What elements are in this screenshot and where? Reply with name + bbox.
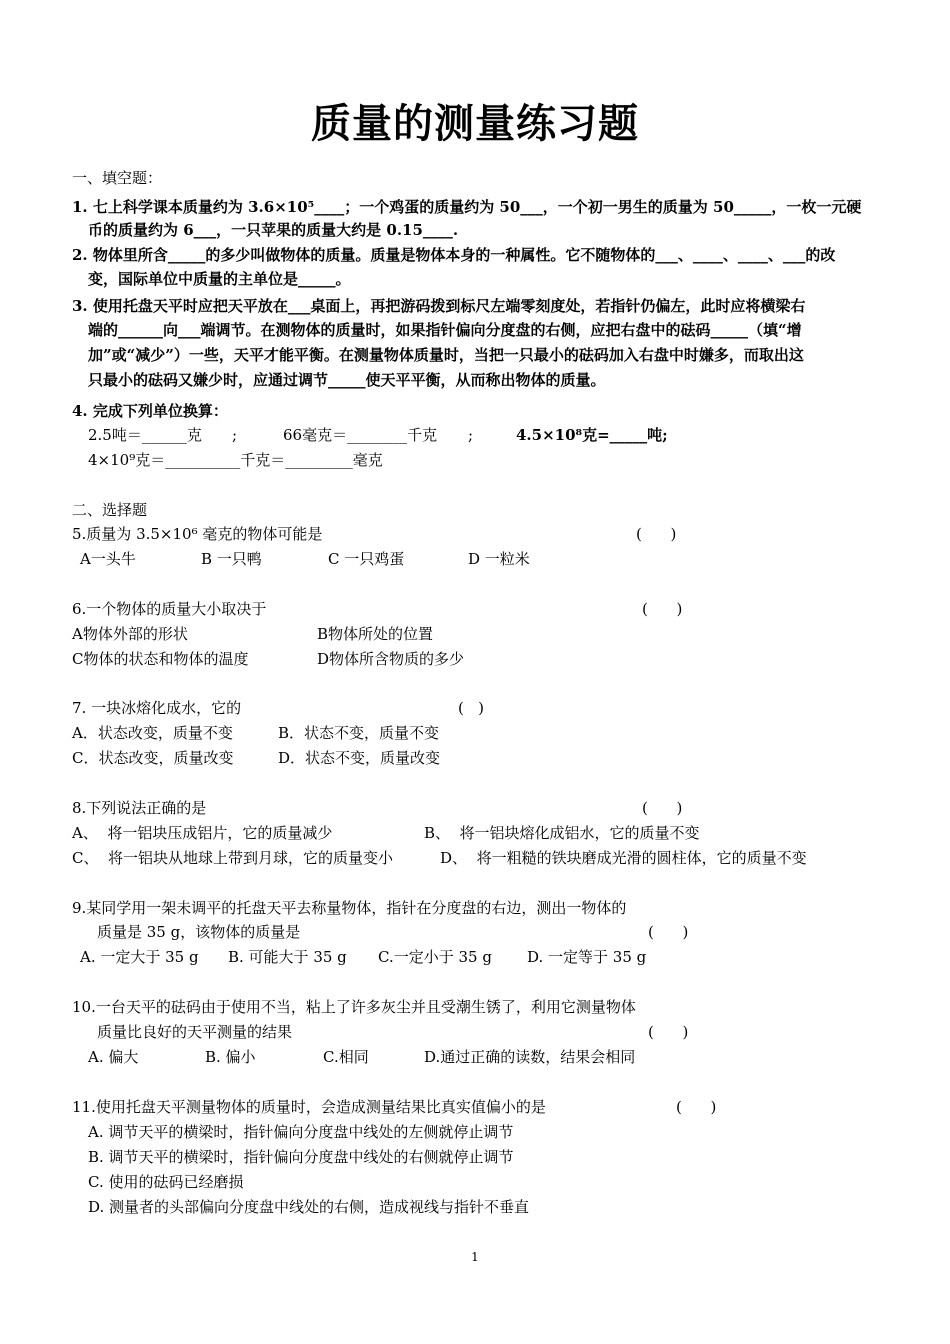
q6-stem: 6.一个物体的质量大小取决于 [72,600,267,618]
q8-stem: 8.下列说法正确的是 [72,799,207,817]
q5-option-b: B 一只鸭 [201,550,262,568]
q11-option-c: C. 使用的砝码已经磨损 [88,1173,244,1191]
q10-option-d: D.通过正确的读数，结果会相同 [424,1048,636,1066]
q7-option-b: B．状态不变，质量不变 [278,724,440,742]
q9-option-a: A. 一定大于 35 g [80,948,199,966]
q6-option-a: A物体外部的形状 [72,625,188,643]
q10-answer-paren: ( ) [648,1023,689,1041]
q8-answer-paren: ( ) [642,799,683,817]
page-title: 质量的测量练习题 [311,101,639,147]
q8-option-c: C、 将一铝块从地球上带到月球，它的质量变小 [72,849,394,867]
q10-option-a: A. 偏大 [88,1048,139,1066]
q7-stem: 7. 一块冰熔化成水，它的 [72,699,242,717]
q5-stem: 5.质量为 3.5×10⁶ 毫克的物体可能是 [72,525,323,543]
q8-option-b: B、 将一铝块熔化成铝水，它的质量不变 [424,824,700,842]
q3-line1: 3. 使用托盘天平时应把天平放在___桌面上，再把游码拨到标尺左端零刻度处，若指针仍偏左，此时应将横梁右 [72,297,806,315]
q9-answer-paren: ( ) [648,923,689,941]
q7-option-a: A．状态改变，质量不变 [72,724,233,742]
q4-conversion-a: 2.5吨＝______克 [88,426,202,444]
q1-line2: 币的质量约为 6___，一只苹果的质量大约是 0.15____. [88,221,459,239]
q5-option-d: D 一粒米 [468,550,530,568]
q10-option-b: B. 偏小 [205,1048,256,1066]
q9-option-d: D. 一定等于 35 g [527,948,647,966]
q2-line1: 2. 物体里所含_____的多少叫做物体的质量。质量是物体本身的一种属性。它不随物体的___、____、____、___的改 [72,246,836,264]
page-number: 1 [471,1250,479,1264]
q11-option-d: D. 测量者的头部偏向分度盘中线处的右侧，造成视线与指针不垂直 [88,1198,530,1216]
q4-line3: 4×10⁹克＝__________千克＝_________毫克 [88,451,383,469]
q9-option-b: B. 可能大于 35 g [228,948,347,966]
q6-option-d: D物体所含物质的多少 [317,650,465,668]
q11-option-b: B. 调节天平的横梁时，指针偏向分度盘中线处的右侧就停止调节 [88,1148,514,1166]
q3-line2: 端的______向___端调节。在测物体的质量时，如果指针偏向分度盘的右侧，应把右盘中的砝码_____（填“增 [88,321,802,339]
q7-option-d: D．状态不变，质量改变 [278,749,441,767]
q5-answer-paren: ( ) [636,525,677,543]
section-heading-choice: 二、选择题 [72,501,148,519]
q6-answer-paren: ( ) [642,600,683,618]
q9-stem-line1: 9.某同学用一架未调平的托盘天平去称量物体，指针在分度盘的右边，测出一物体的 [72,899,627,917]
q5-option-a: A一头牛 [80,550,136,568]
q4-conversion-b: 66毫克＝________千克 [283,426,438,444]
q3-line4: 只最小的砝码又嫌少时，应通过调节_____使天平平衡，从而称出物体的质量。 [88,371,606,389]
q10-option-c: C.相同 [323,1048,369,1066]
q9-option-c: C.一定小于 35 g [378,948,492,966]
q11-answer-paren: ( ) [676,1098,717,1116]
q7-answer-paren: ( ) [458,699,485,717]
q7-option-c: C．状态改变，质量改变 [72,749,234,767]
q4-separator-a: ; [232,426,238,444]
q8-option-d: D、 将一粗糙的铁块磨成光滑的圆柱体，它的质量不变 [440,849,807,867]
q4-conversion-c: 4.5×10⁸克=_____吨; [516,426,668,444]
q6-option-c: C物体的状态和物体的温度 [72,650,249,668]
q5-option-c: C 一只鸡蛋 [328,550,405,568]
q6-option-b: B物体所处的位置 [317,625,434,643]
q10-stem-line1: 10.一台天平的砝码由于使用不当，粘上了许多灰尘并且受潮生锈了，利用它测量物体 [72,998,636,1016]
q4-separator-b: ; [468,426,474,444]
q4-line1: 4. 完成下列单位换算： [72,402,228,420]
q1-line1: 1. 七上科学课本质量约为 3.6×10⁵____；一个鸡蛋的质量约为 50___，一个初一男生的质量为 50_____，一枚一元硬 [72,198,862,216]
q3-line3: 加”或“减少”）一些，天平才能平衡。在测量物体质量时，当把一只最小的砝码加入右盘中时嫌多，而取出这 [88,346,804,364]
q8-option-a: A、 将一铝块压成铝片，它的质量减少 [72,824,333,842]
q9-stem-line2: 质量是 35 g，该物体的质量是 [97,923,301,941]
q2-line2: 变，国际单位中质量的主单位是_____。 [88,270,351,288]
section-heading-fill-blank: 一、填空题： [72,169,163,187]
q11-stem: 11.使用托盘天平测量物体的质量时，会造成测量结果比真实值偏小的是 [72,1098,546,1116]
q10-stem-line2: 质量比良好的天平测量的结果 [97,1023,293,1041]
q11-option-a: A. 调节天平的横梁时，指针偏向分度盘中线处的左侧就停止调节 [88,1123,514,1141]
